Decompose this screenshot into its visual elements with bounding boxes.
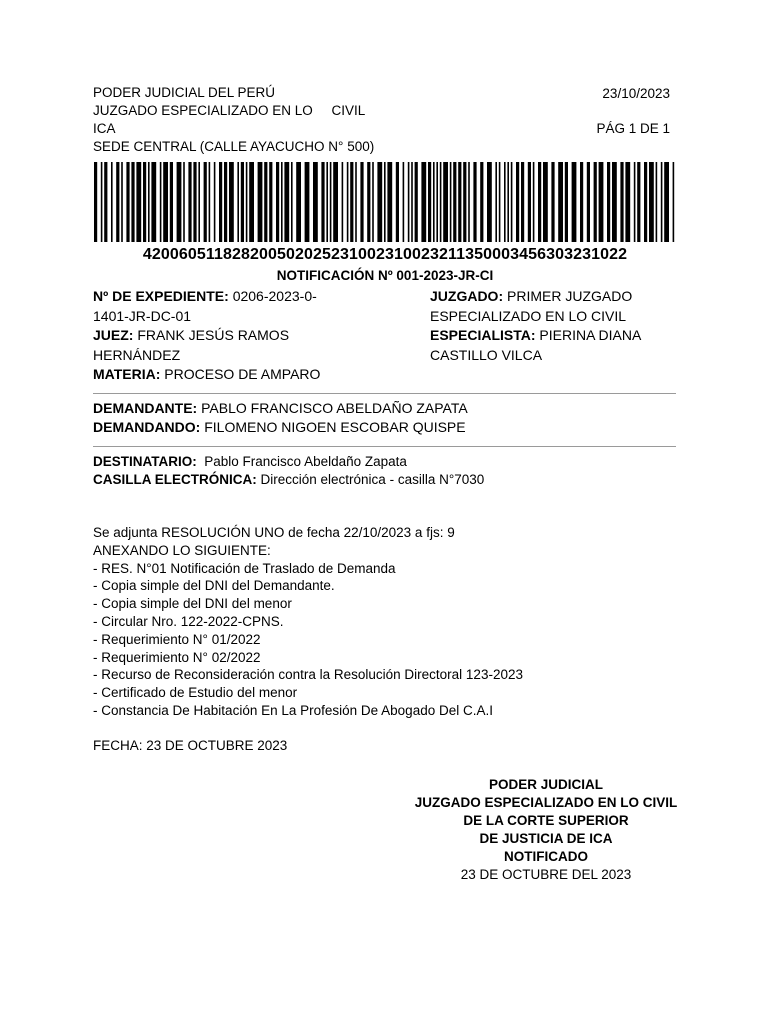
court-header (93, 84, 374, 156)
especialista-label: ESPECIALISTA: (430, 327, 536, 343)
materia-label: MATERIA: (93, 366, 161, 382)
list-item: - Constancia De Habitación En La Profesión De Abogado Del C.A.I (93, 702, 493, 718)
expediente-label: Nº DE EXPEDIENTE: (93, 288, 229, 304)
header-line-3: ICA (93, 121, 116, 136)
attachments-intro: Se adjunta RESOLUCIÓN UNO de fecha 22/10/2023 a fjs: 9 (93, 525, 455, 540)
document-date: FECHA: 23 DE OCTUBRE 2023 (93, 738, 288, 753)
divider (93, 393, 676, 394)
list-item: - Recurso de Reconsideración contra la Resolución Directoral 123-2023 (93, 667, 523, 683)
parties-section (93, 399, 468, 437)
juzgado-value-cont: ESPECIALIZADO EN LO CIVIL (430, 307, 627, 324)
case-details-right (430, 287, 690, 365)
list-item: - Requerimiento N° 02/2022 (93, 649, 261, 665)
stamp-date: 23 DE OCTUBRE DEL 2023 (460, 867, 632, 882)
demandado-value: FILOMENO NIGOEN ESCOBAR QUISPE (204, 419, 466, 435)
list-item: - Circular Nro. 122-2022-CPNS. (93, 613, 284, 629)
divider (93, 446, 676, 447)
stamp-line: NOTIFICADO (504, 849, 588, 864)
barcode-image (94, 162, 676, 242)
attachments-section (93, 524, 523, 720)
case-details-left (93, 287, 383, 385)
casilla-value: Dirección electrónica - casilla N°7030 (260, 472, 485, 487)
list-item: - Copia simple del DNI del menor (93, 596, 292, 612)
stamp-line: JUZGADO ESPECIALIZADO EN LO CIVIL (414, 795, 678, 810)
juzgado-label: JUZGADO: (430, 288, 504, 304)
expediente-value: 0206-2023-0- (232, 288, 317, 304)
list-item: - RES. N°01 Notificación de Traslado de Demanda (93, 560, 396, 576)
demandante-label: DEMANDANTE: (93, 400, 198, 416)
stamp-line: DE JUSTICIA DE ICA (479, 831, 613, 846)
stamp-line: DE LA CORTE SUPERIOR (463, 813, 629, 828)
list-item: - Copia simple del DNI del Demandante. (93, 578, 335, 594)
demandante-value: PABLO FRANCISCO ABELDAÑO ZAPATA (201, 400, 468, 416)
list-item: - Requerimiento N° 01/2022 (93, 631, 261, 647)
notified-stamp (396, 776, 696, 884)
expediente-value-cont: 1401-JR-DC-01 (93, 307, 192, 324)
destinatario-label: DESTINATARIO: (93, 454, 197, 469)
destinatario-value: Pablo Francisco Abeldaño Zapata (204, 454, 407, 469)
page-number: PÁG 1 DE 1 (596, 121, 670, 136)
juez-label: JUEZ: (93, 327, 134, 343)
especialista-value-cont: CASTILLO VILCA (430, 346, 543, 363)
header-line-4: SEDE CENTRAL (CALLE AYACUCHO N° 500) (93, 139, 375, 154)
casilla-label: CASILLA ELECTRÓNICA: (93, 472, 257, 487)
stamp-line: PODER JUDICIAL (488, 777, 603, 792)
juez-value-cont: HERNÁNDEZ (93, 346, 181, 363)
recipient-section (93, 453, 484, 489)
list-item: - Certificado de Estudio del menor (93, 685, 298, 701)
especialista-value: PIERINA DIANA (539, 327, 642, 343)
barcode-number: 420060511828200502025231002310023211350003456303231022 (142, 246, 628, 263)
juez-value: FRANK JESÚS RAMOS (137, 327, 290, 343)
demandado-label: DEMANDANDO: (93, 419, 201, 435)
juzgado-value: PRIMER JUZGADO (507, 288, 633, 304)
header-date: 23/10/2023 (602, 86, 670, 101)
notification-title: NOTIFICACIÓN Nº 001-2023-JR-CI (276, 268, 494, 283)
attachments-heading: ANEXANDO LO SIGUIENTE: (93, 542, 271, 558)
header-line-2: JUZGADO ESPECIALIZADO EN LO CIVIL (93, 103, 366, 118)
materia-value: PROCESO DE AMPARO (164, 366, 321, 382)
header-line-1: PODER JUDICIAL DEL PERÚ (93, 85, 276, 100)
